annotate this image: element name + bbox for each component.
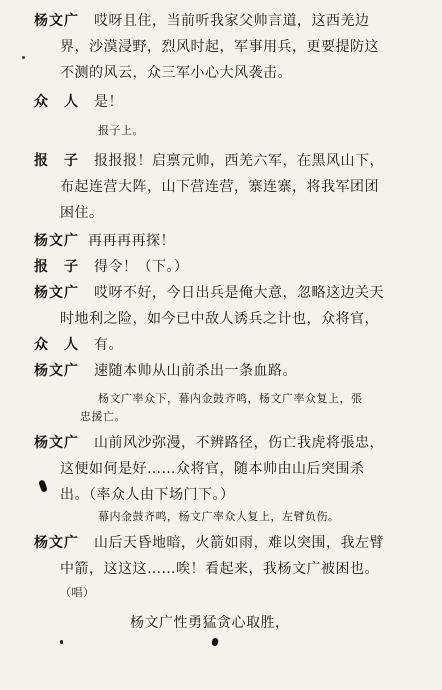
- speech-text: 是！: [94, 94, 123, 110]
- speaker-name: 杨文广: [34, 435, 79, 451]
- ink-speck-mark: [22, 56, 25, 59]
- speech-text: 哎呀且住，当前听我家父帅言道，这西羌边: [94, 13, 370, 29]
- speech-text: 山前风沙弥漫，不辨路径，伤亡我虎将張忠，: [94, 435, 384, 451]
- speech-text: 布起连营大阵，山下营连营，寨连寨，将我军团团: [60, 179, 379, 195]
- speech-text: 这便如何是好……众将官，随本帅由山后突围杀: [60, 461, 365, 477]
- speech-text: 时地利之险，如今已中敌人诱兵之计也，众将官，: [60, 311, 379, 327]
- stage-direction-text: 报子上。: [98, 124, 144, 137]
- speech-text: 速随本帅从山前杀出一条血路。: [94, 363, 297, 379]
- speaker-name: 杨文广: [34, 363, 79, 379]
- speech-text: 得令！（下。）: [94, 259, 189, 275]
- speaker-name: 众 人: [34, 337, 79, 353]
- speaker-name: 杨文广: [34, 535, 79, 551]
- verse-text: 杨文广性勇猛贪心取胜，: [130, 615, 290, 631]
- speaker-name: 报 子: [34, 153, 79, 169]
- stage-direction-text: 杨文广率众下，幕内金鼓齐鸣，杨文广率众复上，張: [98, 392, 363, 405]
- speech-text: 困住。: [60, 205, 104, 221]
- speech-text: 山后天昏地暗，火箭如雨，难以突围，我左臂: [94, 535, 384, 551]
- ink-blot-mark: [38, 479, 48, 492]
- stage-direction-text: 幕内金鼓齐鸣，杨文广率众人复上，左臂负伤。: [98, 510, 340, 523]
- speech-text: 再再再再探！: [88, 233, 175, 249]
- speaker-name: 杨文广: [34, 13, 79, 29]
- speech-text: 报报报！启禀元帅，西羌六军，在黑风山下，: [94, 153, 384, 169]
- speech-text: 出。（率众人由下场门下。）: [60, 487, 235, 503]
- speech-text: 哎呀不好，今日出兵是俺大意，忽略这边关天: [94, 285, 384, 301]
- speech-text: 中箭，这这这……唉！看起来，我杨文广被困也。: [60, 561, 379, 577]
- speaker-name: 报 子: [34, 259, 79, 275]
- stage-direction-text: （唱）: [60, 586, 95, 599]
- ink-blot-mark: [211, 637, 219, 646]
- speaker-name: 杨文广: [34, 233, 79, 249]
- stage-direction-text: 忠援亡。: [80, 410, 126, 423]
- speaker-name: 杨文广: [34, 285, 79, 301]
- speech-text: 不测的风云，众三军小心大风袭击。: [60, 65, 292, 81]
- speech-text: 有。: [94, 337, 123, 353]
- speech-text: 界，沙漠浸野，烈风时起，军事用兵，更要提防这: [60, 39, 379, 55]
- ink-speck-mark: [60, 640, 63, 644]
- speaker-name: 众 人: [34, 94, 79, 110]
